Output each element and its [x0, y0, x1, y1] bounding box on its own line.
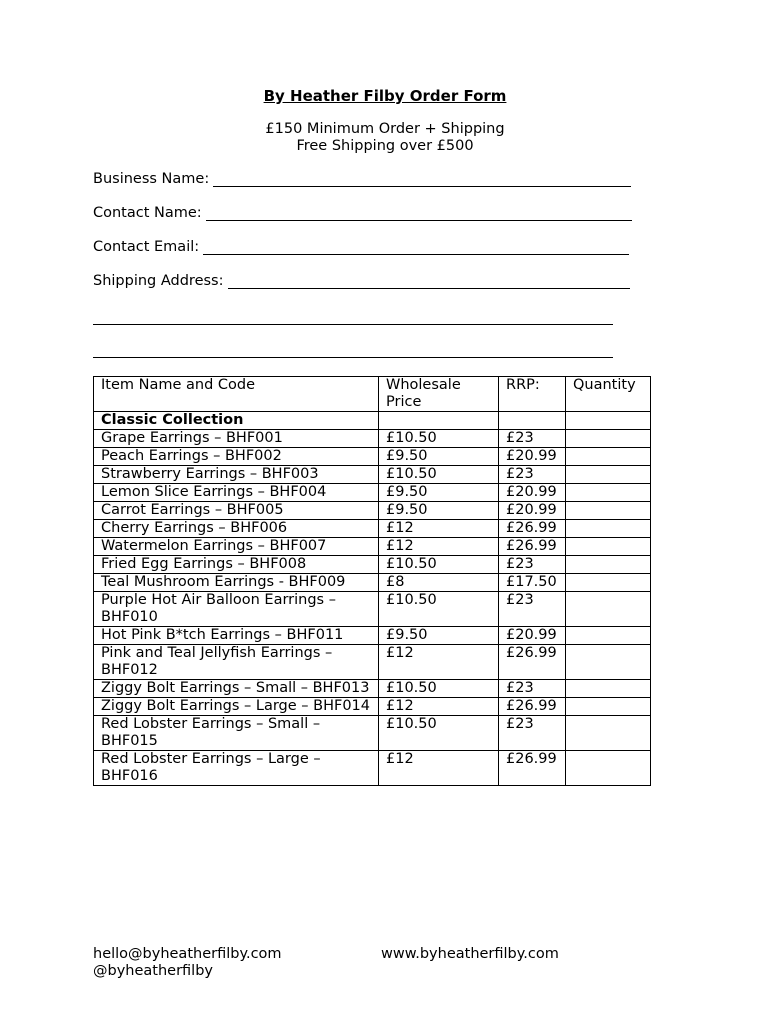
- wholesale-price-cell: £9.50: [379, 627, 499, 645]
- rrp-cell: £23: [499, 556, 566, 574]
- wholesale-price-cell: £10.50: [379, 592, 499, 627]
- contact-email-field: [93, 239, 629, 255]
- wholesale-price-cell: £12: [379, 520, 499, 538]
- item-name-cell: Lemon Slice Earrings – BHF004: [94, 484, 379, 502]
- business-name-line[interactable]: [213, 172, 631, 187]
- quantity-cell[interactable]: [566, 751, 651, 786]
- quantity-cell[interactable]: [566, 716, 651, 751]
- item-name-cell: Watermelon Earrings – BHF007: [94, 538, 379, 556]
- page-title: By Heather Filby Order Form: [263, 87, 507, 105]
- table-row: [94, 484, 651, 502]
- item-name-cell: Teal Mushroom Earrings - BHF009: [94, 574, 379, 592]
- table-row: [94, 698, 651, 716]
- table-row: [94, 520, 651, 538]
- rrp-cell: £20.99: [499, 448, 566, 466]
- wholesale-price-cell: £12: [379, 538, 499, 556]
- item-name-cell: Pink and Teal Jellyfish Earrings – BHF012: [94, 645, 379, 680]
- rrp-cell: £26.99: [499, 751, 566, 786]
- rrp-cell: £23: [499, 466, 566, 484]
- table-row: [94, 645, 651, 680]
- wholesale-price-cell: £10.50: [379, 716, 499, 751]
- address-line-3[interactable]: [93, 357, 613, 358]
- rrp-cell: £23: [499, 716, 566, 751]
- rrp-cell: £23: [499, 592, 566, 627]
- contact-email-line[interactable]: [203, 240, 629, 255]
- wholesale-price-cell: £12: [379, 751, 499, 786]
- business-name-field: [93, 171, 631, 187]
- rrp-cell: £17.50: [499, 574, 566, 592]
- contact-name-label: Contact Name:: [93, 205, 202, 221]
- table-row: [94, 430, 651, 448]
- wholesale-price-cell: £12: [379, 698, 499, 716]
- quantity-cell[interactable]: [566, 538, 651, 556]
- minimum-order-note: £150 Minimum Order + Shipping: [265, 121, 505, 137]
- business-name-label: Business Name:: [93, 171, 210, 187]
- item-name-cell: Purple Hot Air Balloon Earrings – BHF010: [94, 592, 379, 627]
- contact-name-line[interactable]: [206, 206, 632, 221]
- rrp-cell: £23: [499, 430, 566, 448]
- table-row: [94, 751, 651, 786]
- rrp-cell: £20.99: [499, 627, 566, 645]
- quantity-cell[interactable]: [566, 430, 651, 448]
- item-name-cell: Grape Earrings – BHF001: [94, 430, 379, 448]
- item-name-cell: Fried Egg Earrings – BHF008: [94, 556, 379, 574]
- item-name-cell: Red Lobster Earrings – Large – BHF016: [94, 751, 379, 786]
- table-row: [94, 538, 651, 556]
- quantity-cell[interactable]: [566, 592, 651, 627]
- item-name-cell: Hot Pink B*tch Earrings – BHF011: [94, 627, 379, 645]
- item-name-cell: Ziggy Bolt Earrings – Small – BHF013: [94, 680, 379, 698]
- quantity-cell[interactable]: [566, 502, 651, 520]
- shipping-address-line[interactable]: [228, 274, 630, 289]
- shipping-address-label: Shipping Address:: [93, 273, 224, 289]
- section-title: Classic Collection: [94, 412, 379, 430]
- table-row: [94, 592, 651, 627]
- table-row: [94, 448, 651, 466]
- wholesale-price-cell: £8: [379, 574, 499, 592]
- rrp-cell: £26.99: [499, 698, 566, 716]
- header-item-name: Item Name and Code: [94, 377, 379, 412]
- section-row: [94, 412, 651, 430]
- footer-handle: @byheatherfilby: [93, 963, 213, 979]
- quantity-cell[interactable]: [566, 627, 651, 645]
- header-wholesale-price: Wholesale Price: [379, 377, 499, 412]
- item-name-cell: Cherry Earrings – BHF006: [94, 520, 379, 538]
- table-row: [94, 680, 651, 698]
- item-name-cell: Strawberry Earrings – BHF003: [94, 466, 379, 484]
- wholesale-price-cell: £10.50: [379, 466, 499, 484]
- contact-name-field: [93, 205, 632, 221]
- wholesale-price-cell: £12: [379, 645, 499, 680]
- footer-website[interactable]: www.byheatherfilby.com: [381, 946, 559, 962]
- quantity-cell[interactable]: [566, 556, 651, 574]
- order-table: [93, 376, 651, 786]
- wholesale-price-cell: £10.50: [379, 680, 499, 698]
- table-row: [94, 466, 651, 484]
- wholesale-price-cell: £10.50: [379, 430, 499, 448]
- table-row: [94, 716, 651, 751]
- rrp-cell: £20.99: [499, 484, 566, 502]
- quantity-cell[interactable]: [566, 698, 651, 716]
- table-row: [94, 502, 651, 520]
- rrp-cell: £20.99: [499, 502, 566, 520]
- contact-email-label: Contact Email:: [93, 239, 200, 255]
- wholesale-price-cell: £9.50: [379, 448, 499, 466]
- footer-email[interactable]: hello@byheatherfilby.com: [93, 946, 282, 962]
- wholesale-price-cell: £9.50: [379, 502, 499, 520]
- item-name-cell: Carrot Earrings – BHF005: [94, 502, 379, 520]
- wholesale-price-cell: £9.50: [379, 484, 499, 502]
- quantity-cell[interactable]: [566, 645, 651, 680]
- shipping-address-field: [93, 273, 630, 289]
- table-header-row: [94, 377, 651, 412]
- item-name-cell: Ziggy Bolt Earrings – Large – BHF014: [94, 698, 379, 716]
- quantity-cell[interactable]: [566, 484, 651, 502]
- quantity-cell[interactable]: [566, 574, 651, 592]
- rrp-cell: £26.99: [499, 538, 566, 556]
- free-shipping-note: Free Shipping over £500: [296, 138, 474, 154]
- item-name-cell: Peach Earrings – BHF002: [94, 448, 379, 466]
- header-rrp: RRP:: [499, 377, 566, 412]
- wholesale-price-cell: £10.50: [379, 556, 499, 574]
- rrp-cell: £26.99: [499, 645, 566, 680]
- table-row: [94, 574, 651, 592]
- quantity-cell[interactable]: [566, 520, 651, 538]
- table-body: [94, 430, 651, 786]
- rrp-cell: £23: [499, 680, 566, 698]
- table-row: [94, 556, 651, 574]
- address-line-2[interactable]: [93, 324, 613, 325]
- quantity-cell[interactable]: [566, 680, 651, 698]
- rrp-cell: £26.99: [499, 520, 566, 538]
- item-name-cell: Red Lobster Earrings – Small – BHF015: [94, 716, 379, 751]
- table-row: [94, 627, 651, 645]
- quantity-cell[interactable]: [566, 466, 651, 484]
- header-quantity: Quantity: [566, 377, 651, 412]
- quantity-cell[interactable]: [566, 448, 651, 466]
